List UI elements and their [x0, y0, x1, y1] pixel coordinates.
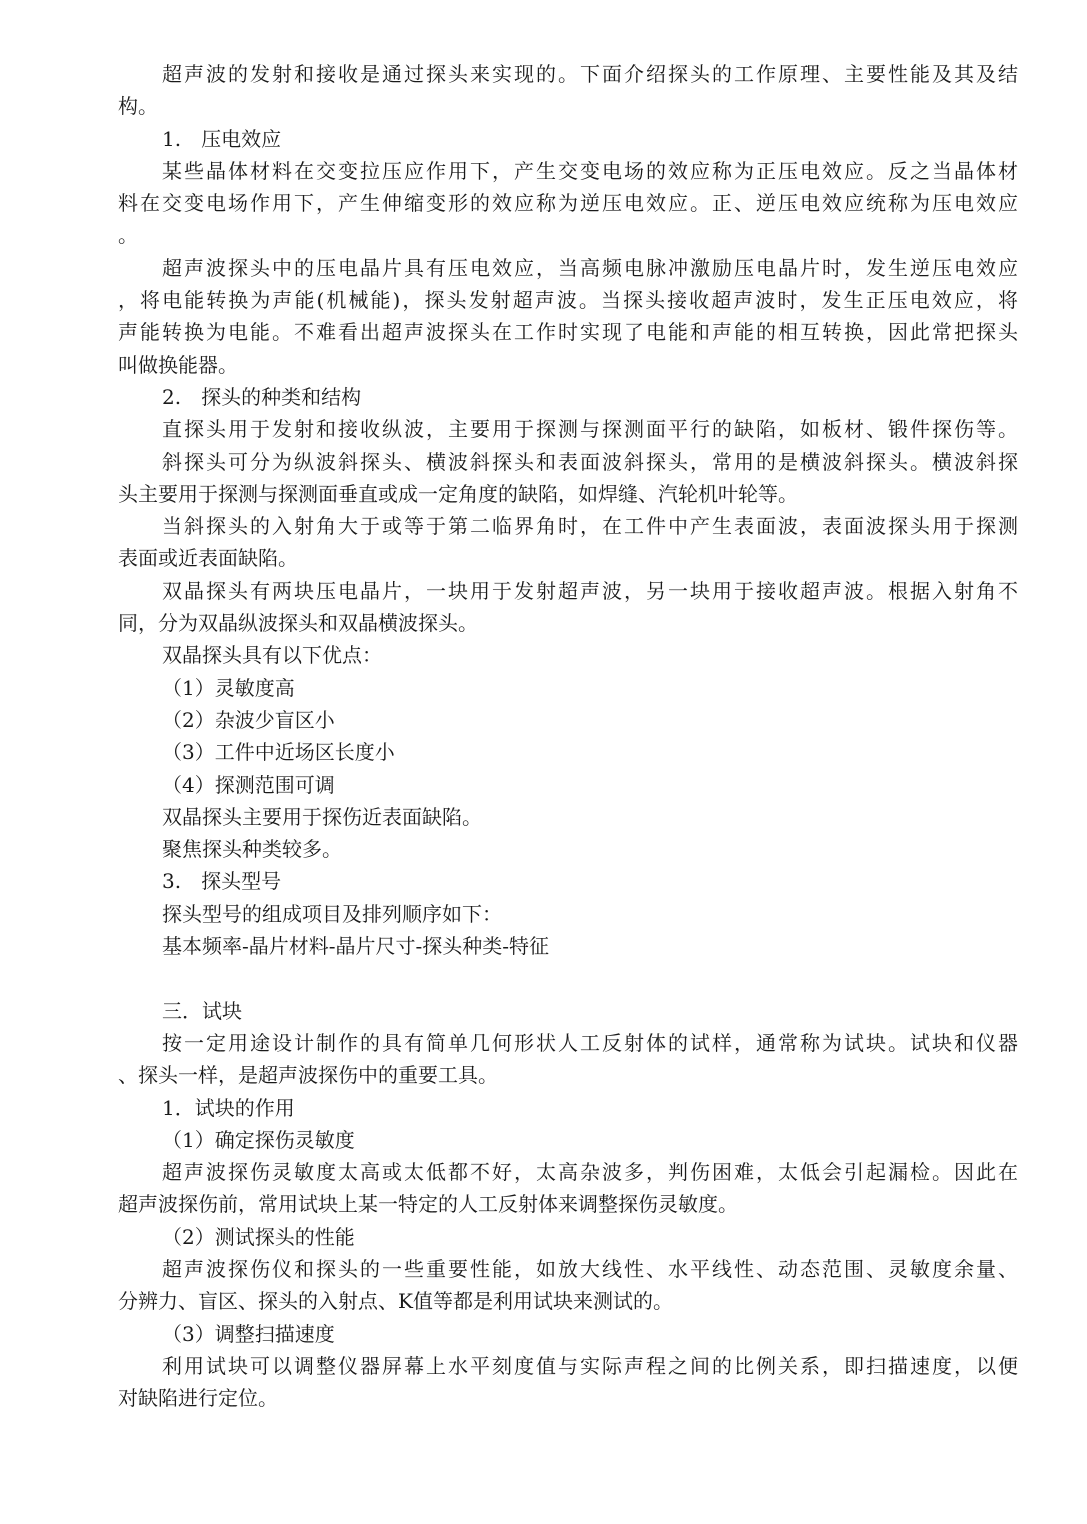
- text-line: 。: [118, 223, 138, 248]
- text-line: （4）探测范围可调: [162, 772, 335, 797]
- text-line: 叫做换能器。: [118, 352, 238, 377]
- text-line: 斜探头可分为纵波斜探头、横波斜探头和表面波斜探头，常用的是横波斜探头。横波斜探: [162, 449, 1018, 474]
- text-line: 超声波探伤仪和探头的一些重要性能，如放大线性、水平线性、动态范围、灵敏度余量、: [162, 1256, 1018, 1281]
- text-line: （3）调整扫描速度: [162, 1321, 335, 1346]
- text-line: （3）工件中近场区长度小: [162, 740, 395, 765]
- text-line: 1．试块的作用: [162, 1095, 295, 1120]
- text-line: （1）确定探伤灵敏度: [162, 1127, 355, 1152]
- text-line: （2）杂波少盲区小: [162, 707, 335, 732]
- text-line: 直探头用于发射和接收纵波，主要用于探测与探测面平行的缺陷，如板材、锻件探伤等。: [162, 417, 1018, 442]
- text-line: 同，分为双晶纵波探头和双晶横波探头。: [118, 611, 478, 636]
- text-line: 按一定用途设计制作的具有简单几何形状人工反射体的试样，通常称为试块。试块和仪器: [162, 1030, 1018, 1055]
- text-line: 分辨力、盲区、探头的入射点、K值等都是利用试块来测试的。: [118, 1289, 673, 1314]
- text-line: ，将电能转换为声能(机械能)，探头发射超声波。当探头接收超声波时，发生正压电效应，将: [118, 288, 1018, 313]
- text-line: 超声波探伤前，常用试块上某一特定的人工反射体来调整探伤灵敏度。: [118, 1192, 738, 1217]
- text-line: （1）灵敏度高: [162, 675, 295, 700]
- text-line: 基本频率-晶片材料-晶片尺寸-探头种类-特征: [162, 934, 550, 959]
- text-line: 当斜探头的入射角大于或等于第二临界角时，在工件中产生表面波，表面波探头用于探测: [162, 514, 1018, 539]
- text-line: 超声波的发射和接收是通过探头来实现的。下面介绍探头的工作原理、主要性能及其及结: [162, 62, 1018, 86]
- text-line: 料在交变电场作用下，产生伸缩变形的效应称为逆压电效应。正、逆压电效应统称为压电效应: [118, 191, 1018, 216]
- text-line: 超声波探伤灵敏度太高或太低都不好，太高杂波多，判伤困难，太低会引起漏检。因此在: [162, 1160, 1018, 1185]
- text-line: 、探头一样，是超声波探伤中的重要工具。: [118, 1063, 498, 1088]
- text-line: 双晶探头主要用于探伤近表面缺陷。: [162, 804, 482, 829]
- document-page: [118, 58, 1018, 1414]
- text-line: 2. 探头的种类和结构: [162, 384, 362, 409]
- text-line: 利用试块可以调整仪器屏幕上水平刻度值与实际声程之间的比例关系，即扫描速度，以便: [162, 1353, 1018, 1378]
- text-line: 头主要用于探测与探测面垂直或成一定角度的缺陷，如焊缝、汽轮机叶轮等。: [118, 481, 798, 506]
- text-line: 表面或近表面缺陷。: [118, 546, 298, 571]
- text-line: （2）测试探头的性能: [162, 1224, 355, 1249]
- text-line: 超声波探头中的压电晶片具有压电效应，当高频电脉冲激励压电晶片时，发生逆压电效应: [162, 255, 1018, 280]
- text-line: 某些晶体材料在交变拉压应作用下，产生交变电场的效应称为正压电效应。反之当晶体材: [162, 158, 1018, 183]
- blank-line: [118, 962, 1018, 994]
- text-line: 构。: [118, 94, 158, 119]
- text-line: 双晶探头具有以下优点：: [162, 643, 382, 668]
- text-line: 1. 压电效应: [162, 126, 282, 151]
- text-line: 探头型号的组成项目及排列顺序如下：: [162, 901, 502, 926]
- text-line: 对缺陷进行定位。: [118, 1386, 278, 1411]
- text-line: 聚焦探头种类较多。: [162, 837, 342, 862]
- text-line: 3. 探头型号: [162, 869, 282, 894]
- text-line: 三．试块: [162, 998, 242, 1023]
- text-line: 声能转换为电能。不难看出超声波探头在工作时实现了电能和声能的相互转换，因此常把探头: [118, 320, 1018, 345]
- text-line: 双晶探头有两块压电晶片，一块用于发射超声波，另一块用于接收超声波。根据入射角不: [162, 578, 1018, 603]
